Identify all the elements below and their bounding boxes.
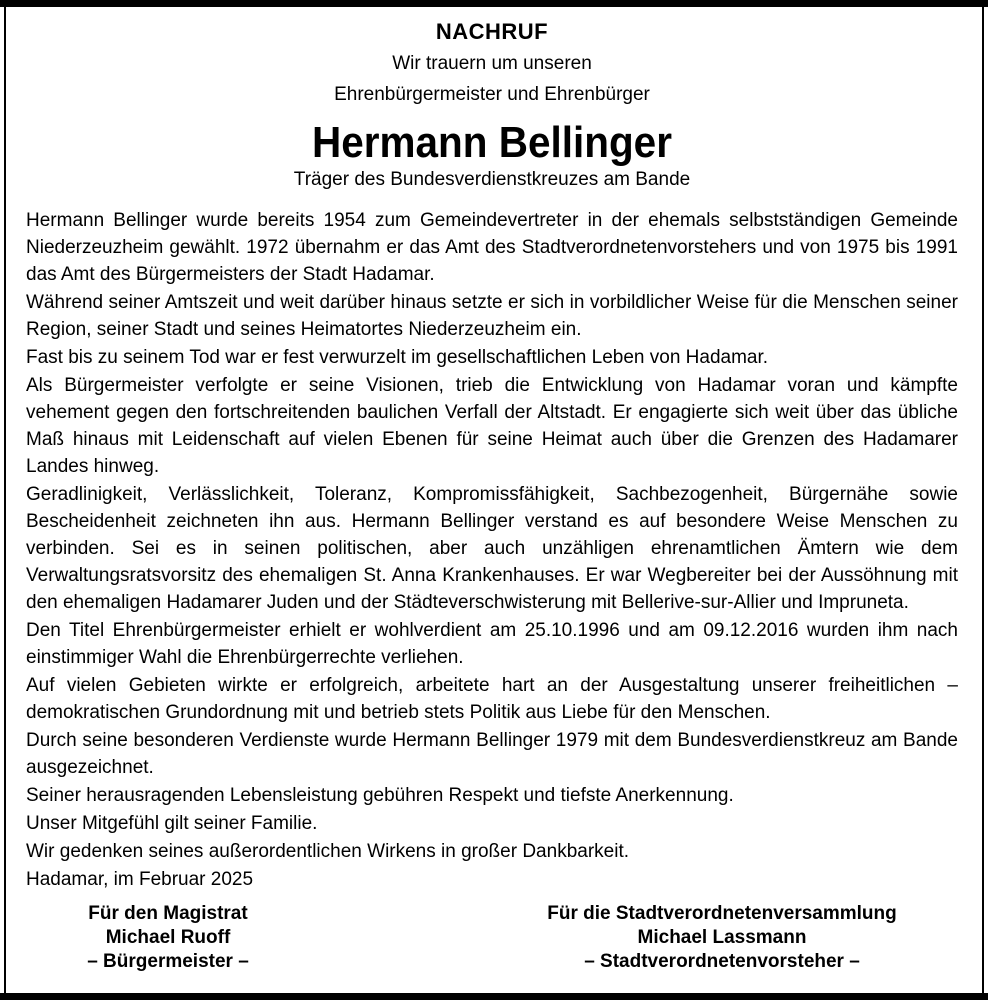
signature-role: – Stadtverordnetenvorsteher – bbox=[584, 951, 860, 972]
obituary-paragraph: Hermann Bellinger wurde bereits 1954 zum Gemeindevertreter in der ehemals selbstständigen Gemeinde Niederzeuzheim gewählt. 1972 übernahm er das Amt des Stadtverordnetenvorstehers und von 1975 bis 1991 das Amt des Bürgermeisters der Stadt Hadamar. bbox=[26, 210, 958, 285]
signature-person: Michael Lassmann bbox=[637, 927, 807, 948]
signature-org: Für die Stadtverordnetenversammlung bbox=[547, 903, 897, 924]
obituary-paragraph: Wir gedenken seines außerordentlichen Wirkens in großer Dankbarkeit. bbox=[26, 841, 629, 862]
obituary-paragraph: Geradlinigkeit, Verlässlichkeit, Toleranz, Kompromissfähigkeit, Sachbezogenheit, Bürgernähe sowie Bescheidenheit zeichneten ihn aus. Hermann Bellinger verstand es auf besondere Weise Menschen zu verbinden. Sei es in seinen politischen, aber auch unzähligen ehrenamtlichen Ämtern wie dem Verwaltungsratsvorsitz des ehemaligen St. Anna Krankenhauses. Er war Wegbereiter bei der Aussöhnung mit den ehemaligen Hadamarer Juden und der Städteverschwisterung mit Bellerive-sur-Allier und Impruneta. bbox=[26, 484, 958, 613]
deceased-name: Hermann Bellinger bbox=[312, 118, 672, 167]
notice-frame bbox=[4, 7, 984, 993]
signature-role: – Bürgermeister – bbox=[87, 951, 249, 972]
signature-section bbox=[26, 902, 958, 974]
mourning-line: Wir trauern um unseren bbox=[392, 53, 592, 74]
obituary-paragraph: Während seiner Amtszeit und weit darüber hinaus setzte er sich in vorbildlicher Weise für die Menschen seiner Region, seiner Stadt und seines Heimatortes Niederzeuzheim ein. bbox=[26, 292, 958, 340]
obituary-paragraph: Durch seine besonderen Verdienste wurde Hermann Bellinger 1979 mit dem Bundesverdienstkreuz am Bande ausgezeichnet. bbox=[26, 730, 958, 778]
signature-magistrat bbox=[26, 902, 310, 974]
obituary-paragraph: Unser Mitgefühl gilt seiner Familie. bbox=[26, 813, 318, 834]
signature-org: Für den Magistrat bbox=[88, 903, 248, 924]
notice-header bbox=[26, 19, 958, 192]
obituary-paragraph: Auf vielen Gebieten wirkte er erfolgreich, arbeitete hart an der Ausgestaltung unserer freiheitlichen – demokratischen Grundordnung mit und betrieb stets Politik aus Liebe für den Menschen. bbox=[26, 675, 958, 723]
obituary-paragraph: Den Titel Ehrenbürgermeister erhielt er wohlverdient am 25.10.1996 und am 09.12.2016 wurden ihm nach einstimmiger Wahl die Ehrenbürgerrechte verliehen. bbox=[26, 620, 958, 668]
deceased-subtitle: Träger des Bundesverdienstkreuzes am Bande bbox=[293, 169, 691, 190]
notice-title: NACHRUF bbox=[435, 19, 549, 44]
dateline: Hadamar, im Februar 2025 bbox=[26, 869, 254, 890]
honorary-title-line: Ehrenbürgermeister und Ehrenbürger bbox=[334, 84, 650, 105]
signature-stadtverordnetenversammlung bbox=[486, 902, 958, 974]
obituary-body bbox=[26, 207, 958, 893]
obituary-paragraph: Als Bürgermeister verfolgte er seine Visionen, trieb die Entwicklung von Hadamar voran und kämpfte vehement gegen den fortschreitenden baulichen Verfall der Altstadt. Er engagierte sich weit über das übliche Maß hinaus mit Leidenschaft auf vielen Ebenen für seine Heimat auch über die Grenzen des Hadamarer Landes hinweg. bbox=[26, 375, 958, 477]
obituary-paragraph: Seiner herausragenden Lebensleistung gebühren Respekt und tiefste Anerkennung. bbox=[26, 785, 734, 806]
signature-person: Michael Ruoff bbox=[105, 927, 231, 948]
obituary-paragraph: Fast bis zu seinem Tod war er fest verwurzelt im gesellschaftlichen Leben von Hadamar. bbox=[26, 347, 769, 368]
